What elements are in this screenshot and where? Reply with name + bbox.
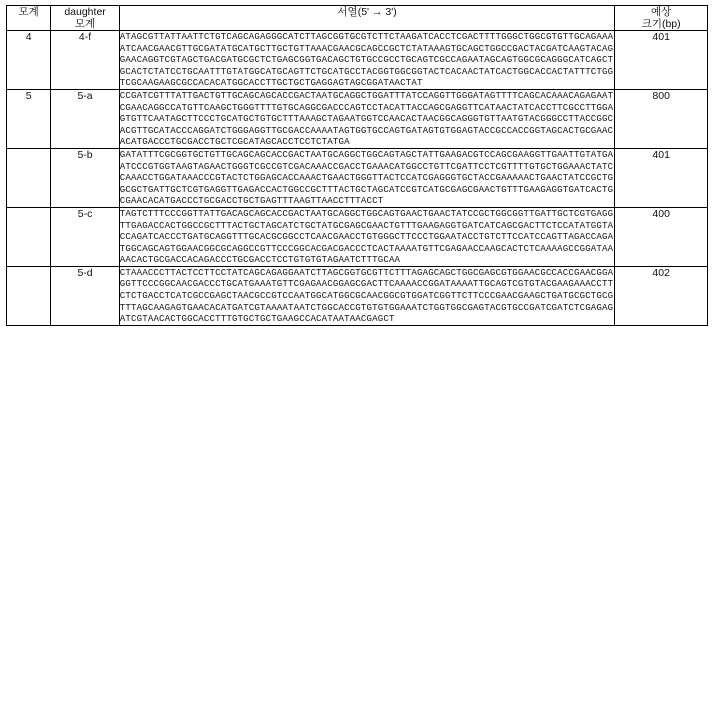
header-size-label-line1: 예상 xyxy=(651,6,672,18)
cell-size: 800 xyxy=(615,89,708,148)
cell-sequence xyxy=(119,148,615,207)
header-parent xyxy=(7,6,51,31)
table-header xyxy=(7,6,708,31)
cell-sequence xyxy=(119,266,615,325)
table-row xyxy=(7,148,708,207)
header-parent-label: 모계 xyxy=(18,6,39,18)
sequence-text: CCGATCGTTTATTGACTGTTGCAGCAGCACCGACTAATGCAGGCTGGATTTATCCAGGTTGGGATAGTTTTCAGCACAAACAGAGAATCGAACAGGCCATGTTCAAGCTGGGTTTTGTGCAGGCGACCCAGTCCTACATTACCAGCGAGGTTCATAACTATCACCTTCGCCTTGGAGTGTTCAATAGCTTCCCTGCATGCTGTGCTTTAAAGCTAGAATGGTCCAACACTAACGGCAGGGTGTTAATGTACGGGCCTTACCGGCACGTTGCATACCCAGGATCTGGGAGGTTGCGACCAAAATAGTGGTGCCAGTGATAGTGTGGAGTACCGCCACCGGTAGCACTGCGAACACATGACCCTGCGACCTGCTCGCATAGCACCTCCTCTATGA xyxy=(119,89,614,148)
sequence-text: TAGTCTTTCCCGGTTATTGACAGCAGCACCGACTAATGCAGGCTGGCAGTGAACTGAACTATCCGCTGGCGGTTGATTGCTCGTGAGGTTGAGACCACTGGCCGCTTTACTGCTAGCATCTGCTATGCGAGCGAACTGTTTGAAGAGGTGATCATCAGCGACTTCTCCATATGGTACCAGATCACCCTGATGCAGGTTTGCACGCGGCCTCAACGAACCTGTGGGCTTCCCTGGAATACCTGTCTTCCATCCAGTTAGACCAGATGGCAGCAGTGGAACGGCGCAGGCCGTTCCCGGCACGACGACCCTCACTAAAATGTTCGAGAACCAAGCACTCTCAAAAGCCGGATAAAACACTGCGACCACAGACCCTGCGACCTCCTGTGTGTAGAATCTTTGCAA xyxy=(119,207,614,266)
cell-daughter: 5-b xyxy=(51,148,119,207)
sequence-text: ATAGCGTTATTAATTCTGTCAGCAGAGGGCATCTTAGCGGTGCGTCTTCTAAGATCACCTCGACTTTTGGGCTGGCGTGTTGCAGAAAATCAACGAACGTTGCGATATGCATGCTTGCTGTTAAACGAACGCAGCCGCTCTATAAAGTGCAGCTGGCCGACTACGATCAAGTACAGGAACAGGTCGTAGCTGACGATGCGCTCTGAGCGGTGACAGCTGTGCCGCCTGCAGTCGCCAGAATAGCAGTGGCGCAGGGCATCAGCTGCACTCTATCCTGCAATTTGTATGGCATGCAGTTCTGCATGCCTACGGTGGCGGTACTCACAACTATCACTGGCACCACTATTTCTGGTCGCAAGAAGCGCCACACATGGCACCTTGCTGCTGAGGAGTAGCGGATAACTAT xyxy=(119,31,614,89)
table-row xyxy=(7,31,708,90)
table-row xyxy=(7,266,708,325)
cell-sequence xyxy=(119,31,615,90)
header-size-label-line2: 크기(bp) xyxy=(641,18,681,30)
table-header-row xyxy=(7,6,708,31)
header-daughter-label-line1: daughter xyxy=(64,6,106,18)
cell-daughter: 4-f xyxy=(51,31,119,90)
cell-parent: 4 xyxy=(7,31,51,90)
table-row xyxy=(7,207,708,266)
cell-parent: 5 xyxy=(7,89,51,148)
sequence-table xyxy=(6,5,708,326)
header-sequence-label: 서열(5' → 3') xyxy=(337,6,397,18)
cell-size: 400 xyxy=(615,207,708,266)
cell-parent xyxy=(7,148,51,207)
cell-parent xyxy=(7,266,51,325)
cell-sequence xyxy=(119,89,615,148)
sequence-text: GATATTTCGCGGTGCTGTTGCAGCAGCACCGACTAATGCAGGCTGGCAGTAGCTATTGAAGACGTCCAGCGAAGGTTGAATTGTATGAATCCCGTGGTAAGTAGAACTGGGTCGCCGTCGACAAACCGACCTGAAACATGGCCTGTTCGATTCCTCGTTTTGTGCTGGAAACTATCCAAACCTGGATAAACCCGTACTCTGGAGCACCAAACTGAACTGGGTTACTCCATCGAGGGTGCTACCGAAAAACTGAACTATCCGCTGGCGCTGATTGCTCGTGAGGTTGAGACCACTGGCCGCTTTACTGCTAGCATCCGTCATGCGAGCGAACTGTTTGAAGAGGTGATCACTGCGAACACATGACCCTGCGACCTGCTGAGTTTAAGTTAACCTTTACCT xyxy=(119,148,614,207)
cell-size: 401 xyxy=(615,31,708,90)
sequence-text: CTAAACCCTTACTCCTTCCTATCAGCAGAGGAATCTTAGCGGTGCGTTCTTTAGAGCAGCTGGCGAGCGTGGAACGCCACCGAACGGAGGTTCCCGGCAACGACCCTGCATGAAATGTTCGAGAACGGAGCGACTTCAAAACCGGATAAAATTGCAGTCGTGTACGAAGAAACCTTCTCTGACCTCATCGCCGAGCTAACGCCGTCCAATGGCATGGCGCAACGGCGTGGATCGGTTCTTCCCGAACGAAGCTGATGCGCTGCGTTTAGCAAGAGTGAACACATGATCGTAAAATAATCTGGCACCGTGTGTGGAAATCTGGTGGCGAGTACGTGCCGATCGATCTCGAGAGATCGTAACACTGGCACCTTTGTGCTGCTGAAGCCACATAATAACGAGCT xyxy=(119,266,614,325)
header-daughter-label-line2: 모계 xyxy=(74,18,96,30)
cell-parent xyxy=(7,207,51,266)
table-body xyxy=(7,31,708,326)
cell-size: 401 xyxy=(615,148,708,207)
cell-sequence xyxy=(119,207,615,266)
header-size xyxy=(615,6,708,31)
cell-size: 402 xyxy=(615,266,708,325)
cell-daughter: 5-a xyxy=(51,89,119,148)
cell-daughter: 5-d xyxy=(51,266,119,325)
cell-daughter: 5-c xyxy=(51,207,119,266)
header-sequence xyxy=(119,6,615,31)
header-daughter xyxy=(51,6,119,31)
table-row xyxy=(7,89,708,148)
